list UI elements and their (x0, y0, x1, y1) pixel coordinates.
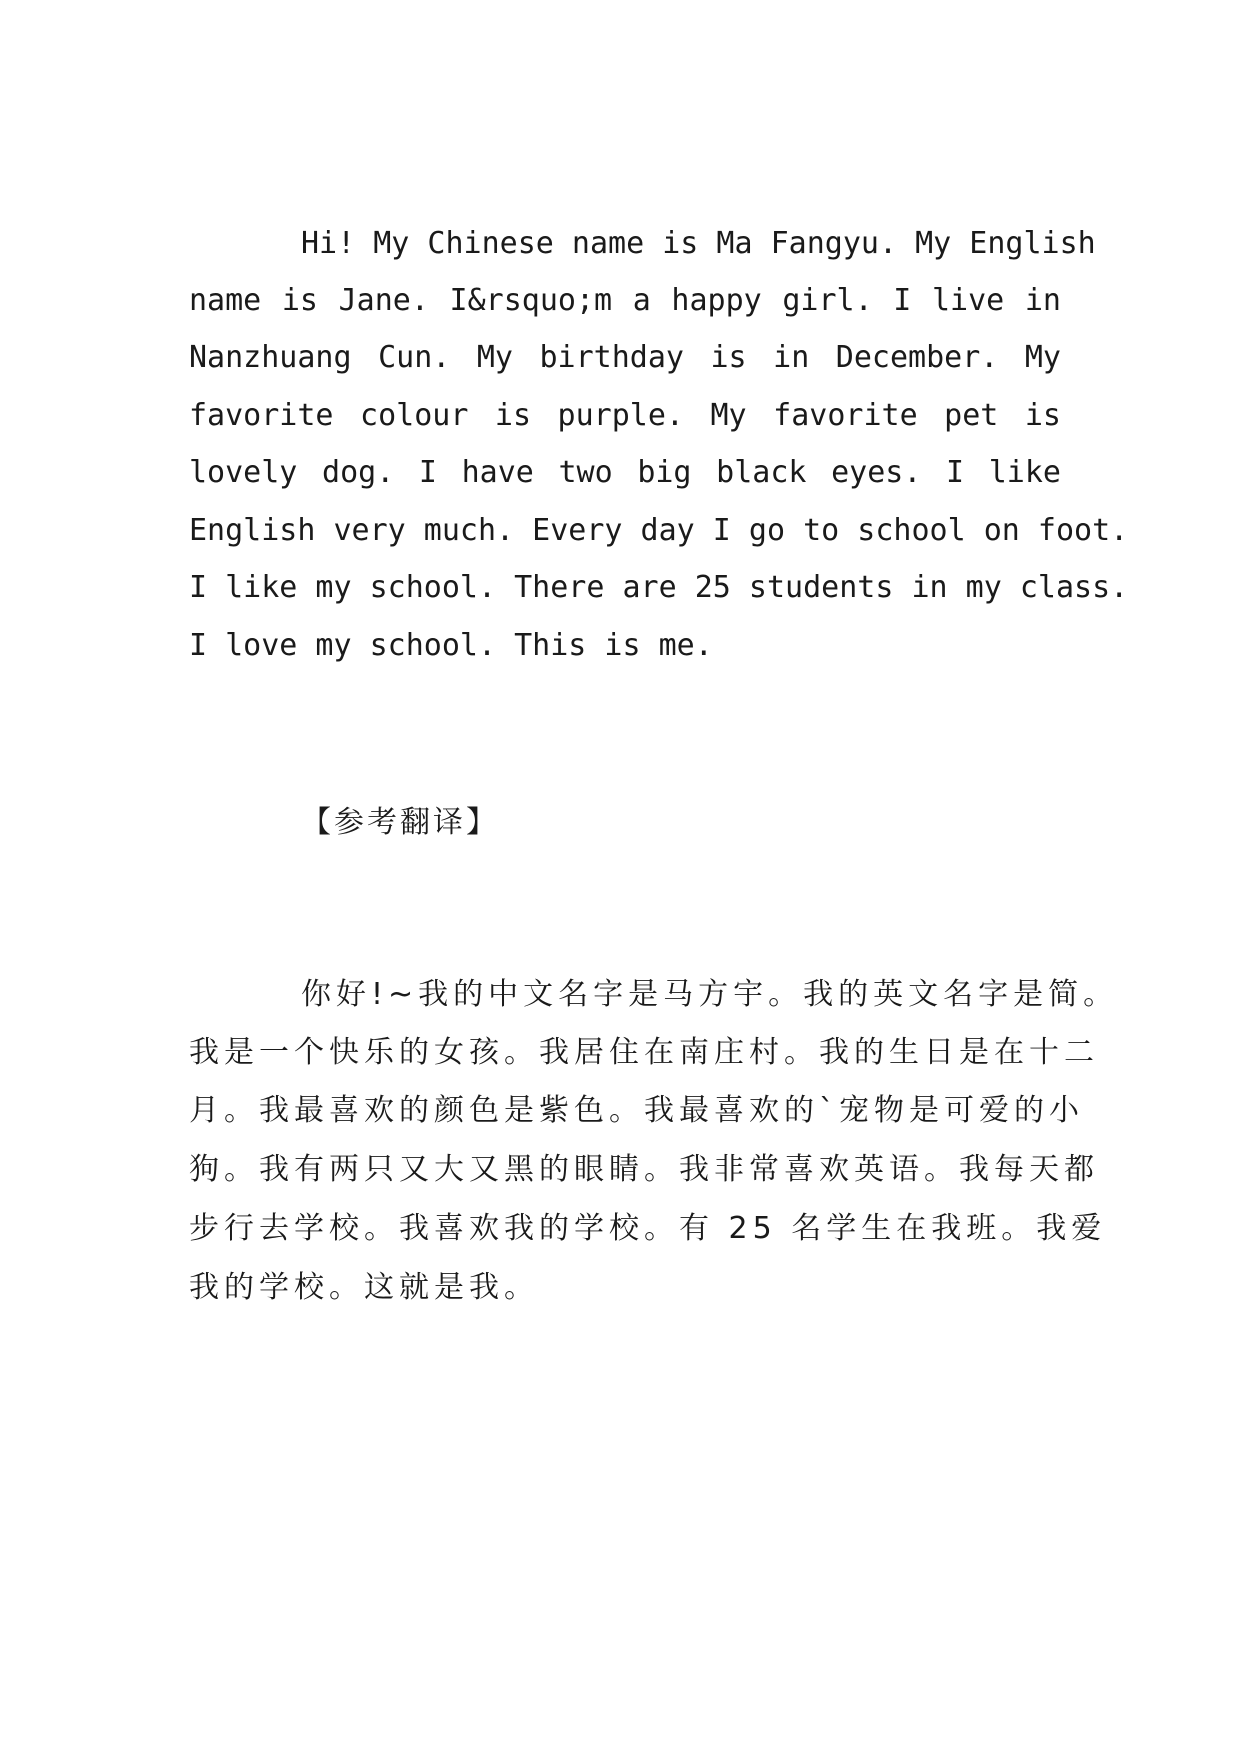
chinese-line: 我的学校。这就是我。 (189, 1270, 539, 1305)
english-line: favorite colour is purple. My favorite pet is (189, 398, 1061, 433)
chinese-line: 你好!~我的中文名字是马方宇。我的英文名字是简。 (301, 977, 1119, 1012)
english-line: I love my school. This is me. (189, 628, 713, 663)
english-line: English very much. Every day I go to school on foot. (189, 513, 1129, 548)
chinese-line: 狗。我有两只又大又黑的眼睛。我非常喜欢英语。我每天都 (189, 1152, 1099, 1187)
english-line: Nanzhuang Cun. My birthday is in December. My (189, 340, 1061, 375)
english-line: Hi! My Chinese name is Ma Fangyu. My English (301, 226, 1096, 261)
chinese-line: 我是一个快乐的女孩。我居住在南庄村。我的生日是在十二 (189, 1035, 1099, 1070)
translation-heading: 【参考翻译】 (301, 805, 499, 840)
english-line: name is Jane. I&rsquo;m a happy girl. I live in (189, 283, 1061, 318)
english-line: lovely dog. I have two big black eyes. I like (189, 455, 1061, 490)
chinese-line: 步行去学校。我喜欢我的学校。有 25 名学生在我班。我爱 (189, 1211, 1107, 1246)
chinese-line: 月。我最喜欢的颜色是紫色。我最喜欢的`宠物是可爱的小 (189, 1093, 1084, 1128)
english-line: I like my school. There are 25 students in my class. (189, 570, 1129, 605)
